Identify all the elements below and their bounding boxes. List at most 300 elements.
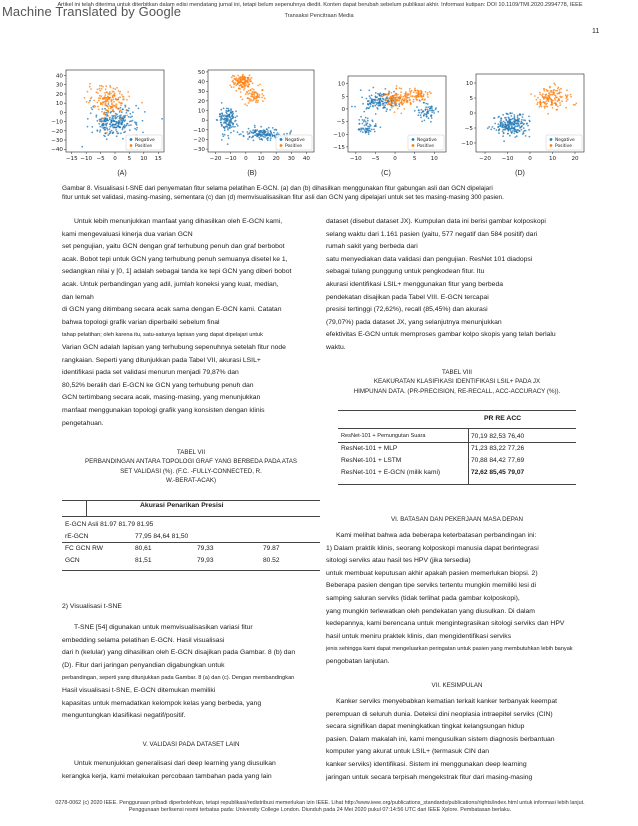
data-point-positive bbox=[240, 82, 242, 84]
x-tick-label: 10 bbox=[257, 156, 265, 162]
data-point-negative bbox=[216, 119, 218, 121]
data-point-positive bbox=[391, 92, 393, 94]
data-point-negative bbox=[503, 127, 505, 129]
data-point-positive bbox=[240, 96, 242, 98]
data-point-negative bbox=[132, 111, 134, 113]
table-cell: 70,19 82,53 76,40 bbox=[471, 432, 525, 440]
data-point-negative bbox=[110, 121, 112, 123]
x-tick-label: −10 bbox=[501, 156, 514, 162]
data-point-positive bbox=[540, 99, 542, 101]
text-line: kami mengevaluasi kinerja dua varian GCN bbox=[62, 230, 193, 238]
data-point-positive bbox=[112, 110, 114, 112]
text-line: manfaat menggunakan topologi grafik yang konsisten dengan klinis bbox=[62, 406, 265, 414]
text-line: tahap pelatihan; oleh karena itu, satu-satunya lapisan yang dapat dipelajari untuk bbox=[62, 332, 263, 339]
table-cell: ResNet-101 + MLP bbox=[341, 444, 398, 452]
data-point-negative bbox=[508, 124, 510, 126]
data-point-negative bbox=[517, 119, 519, 121]
data-point-positive bbox=[539, 92, 541, 94]
table-cell: E-GCN Asli 81.97 81.79 81.95 bbox=[65, 520, 154, 528]
y-tick-label: 10 bbox=[55, 101, 63, 108]
data-point-negative bbox=[99, 126, 101, 128]
table-row bbox=[62, 542, 283, 554]
data-point-negative bbox=[519, 113, 521, 115]
data-point-positive bbox=[555, 90, 557, 92]
data-point-negative bbox=[112, 124, 114, 126]
data-point-negative bbox=[227, 108, 229, 110]
data-point-negative bbox=[136, 122, 138, 124]
data-point-negative bbox=[232, 123, 234, 125]
table-row bbox=[338, 454, 527, 466]
data-point-negative bbox=[373, 103, 375, 105]
y-tick-label: −10 bbox=[461, 141, 473, 147]
data-point-negative bbox=[517, 115, 519, 117]
data-point-negative bbox=[386, 108, 388, 110]
data-point-positive bbox=[106, 109, 108, 111]
text-line: jenis sehingga kami dapat mengeluarkan peringatan untuk pasien yang membutuhkan lebih banyak bbox=[326, 646, 573, 653]
data-point-positive bbox=[102, 121, 104, 123]
data-point-negative bbox=[365, 117, 367, 119]
x-tick-label: 15 bbox=[154, 156, 162, 162]
data-point-negative bbox=[224, 134, 226, 136]
data-point-positive bbox=[239, 85, 241, 87]
table-cell: 72,62 85,45 79,07 bbox=[471, 468, 525, 476]
data-point-negative bbox=[368, 133, 370, 135]
data-point-negative bbox=[502, 135, 504, 137]
data-point-positive bbox=[388, 103, 390, 105]
data-point-negative bbox=[222, 133, 224, 135]
legend-label: Positive bbox=[417, 144, 434, 149]
data-point-positive bbox=[539, 106, 541, 108]
data-point-negative bbox=[423, 102, 425, 104]
data-point-negative bbox=[227, 129, 229, 131]
table7-header-rule bbox=[62, 516, 320, 517]
data-point-positive bbox=[235, 82, 237, 84]
table7-header: Akurasi Penarikan Presisi bbox=[140, 502, 224, 509]
data-point-positive bbox=[244, 85, 246, 87]
legend-marker bbox=[550, 138, 553, 141]
data-point-positive bbox=[416, 92, 418, 94]
data-point-positive bbox=[98, 109, 100, 111]
data-point-negative bbox=[221, 102, 223, 104]
data-point-negative bbox=[523, 127, 525, 129]
data-point-negative bbox=[431, 109, 433, 111]
table7-bottom-rule bbox=[62, 570, 320, 571]
data-point-negative bbox=[286, 133, 288, 135]
data-point-negative bbox=[517, 116, 519, 118]
data-point-negative bbox=[124, 131, 126, 133]
text-line: pendekatan disajikan pada Tabel VIII. E-GCN tercapai bbox=[326, 293, 489, 301]
data-point-positive bbox=[398, 100, 400, 102]
legend-marker bbox=[412, 138, 415, 141]
data-point-negative bbox=[512, 123, 514, 125]
data-point-positive bbox=[556, 93, 558, 95]
data-point-negative bbox=[496, 129, 498, 131]
data-point-negative bbox=[504, 117, 506, 119]
data-point-positive bbox=[111, 100, 113, 102]
data-point-positive bbox=[417, 99, 419, 101]
data-point-negative bbox=[234, 126, 236, 128]
table-cell: 79,93 bbox=[197, 556, 214, 564]
left-paragraph-1 bbox=[62, 216, 320, 430]
table8-row-rule bbox=[338, 442, 576, 443]
data-point-negative bbox=[269, 135, 271, 137]
text-line: selang waktu dari 1.161 pasien (yaitu, 577 negatif dan 584 positif) dari bbox=[326, 230, 538, 238]
data-point-negative bbox=[116, 113, 118, 115]
data-point-positive bbox=[89, 86, 91, 88]
data-point-negative bbox=[372, 106, 374, 108]
data-point-positive bbox=[106, 100, 108, 102]
data-point-positive bbox=[264, 97, 266, 99]
data-point-positive bbox=[243, 82, 245, 84]
data-point-positive bbox=[575, 103, 577, 105]
data-point-negative bbox=[418, 112, 420, 114]
data-point-positive bbox=[537, 97, 539, 99]
data-point-negative bbox=[371, 129, 373, 131]
data-point-negative bbox=[231, 126, 233, 128]
data-point-negative bbox=[230, 109, 232, 111]
data-point-negative bbox=[274, 135, 276, 137]
data-point-negative bbox=[228, 137, 230, 139]
data-point-positive bbox=[113, 88, 115, 90]
data-point-negative bbox=[498, 132, 500, 134]
data-point-positive bbox=[400, 88, 402, 90]
y-tick-label: −10 bbox=[51, 119, 63, 126]
data-point-negative bbox=[358, 129, 360, 131]
text-line: jaringan untuk secara terpisah mengekstrak fitur dari masing-masing bbox=[326, 773, 533, 781]
data-point-positive bbox=[384, 99, 386, 101]
data-point-positive bbox=[566, 96, 568, 98]
y-tick-label: 10 bbox=[197, 108, 205, 115]
data-point-negative bbox=[267, 130, 269, 132]
text-line: kerangka kerja, kami melakukan percobaan tambahan pada yang lain bbox=[62, 772, 272, 780]
data-point-positive bbox=[127, 91, 129, 93]
data-point-positive bbox=[427, 94, 429, 96]
data-point-positive bbox=[99, 88, 101, 90]
data-point-negative bbox=[274, 129, 276, 131]
x-tick-label: 30 bbox=[287, 156, 295, 162]
data-point-negative bbox=[381, 101, 383, 103]
data-point-negative bbox=[519, 127, 521, 129]
legend-marker bbox=[280, 144, 283, 147]
data-point-positive bbox=[398, 96, 400, 98]
data-point-negative bbox=[235, 110, 237, 112]
x-tick-label: 5 bbox=[127, 156, 132, 162]
y-tick-label: 0 bbox=[59, 110, 63, 117]
data-point-negative bbox=[225, 126, 227, 128]
data-point-negative bbox=[222, 135, 224, 137]
data-point-negative bbox=[110, 111, 112, 113]
data-point-positive bbox=[556, 90, 558, 92]
x-tick-label: 10 bbox=[548, 156, 557, 162]
data-point-positive bbox=[257, 101, 259, 103]
data-point-negative bbox=[368, 131, 370, 133]
scatter-points bbox=[351, 85, 439, 135]
data-point-negative bbox=[237, 125, 239, 127]
subsection-title: 2) Visualisasi t-SNE bbox=[62, 603, 122, 610]
data-point-negative bbox=[260, 131, 262, 133]
data-point-negative bbox=[529, 120, 531, 122]
data-point-positive bbox=[241, 79, 243, 81]
x-tick-label: −5 bbox=[96, 156, 105, 162]
data-point-negative bbox=[144, 111, 146, 113]
table-title-line: PERBANDINGAN ANTARA TOPOLOGI GRAF YANG BERBEDA PADA ATAS bbox=[85, 458, 297, 466]
data-point-negative bbox=[427, 103, 429, 105]
data-point-negative bbox=[368, 129, 370, 131]
x-tick-label: 0 bbox=[113, 156, 117, 162]
text-line: dari h (kelular) yang dihasilkan oleh E-GCN disajikan pada Gambar. 8 (b) dan bbox=[62, 649, 296, 657]
text-line: yang mungkin terlewatkan oleh pendekatan yang diusulkan. Di dalam bbox=[326, 607, 535, 615]
data-point-negative bbox=[528, 116, 530, 118]
data-point-negative bbox=[433, 110, 435, 112]
data-point-positive bbox=[232, 80, 234, 82]
data-point-positive bbox=[99, 97, 101, 99]
data-point-positive bbox=[418, 95, 420, 97]
data-point-negative bbox=[276, 129, 278, 131]
data-point-negative bbox=[437, 111, 439, 113]
data-point-positive bbox=[262, 100, 264, 102]
data-point-negative bbox=[429, 110, 431, 112]
legend-marker bbox=[280, 138, 283, 141]
legend-marker bbox=[130, 144, 133, 147]
data-point-negative bbox=[114, 124, 116, 126]
x-tick-label: 0 bbox=[393, 156, 397, 162]
data-point-negative bbox=[377, 108, 379, 110]
data-point-positive bbox=[387, 94, 389, 96]
data-point-negative bbox=[424, 109, 426, 111]
data-point-positive bbox=[251, 88, 253, 90]
legend-label: Positive bbox=[135, 144, 152, 149]
data-point-negative bbox=[95, 116, 97, 118]
data-point-positive bbox=[423, 94, 425, 96]
data-point-positive bbox=[244, 77, 246, 79]
data-point-positive bbox=[242, 74, 244, 76]
data-point-positive bbox=[541, 106, 543, 108]
data-point-negative bbox=[388, 99, 390, 101]
x-tick-label: −10 bbox=[80, 156, 93, 162]
y-tick-label: −20 bbox=[193, 137, 205, 144]
data-point-negative bbox=[99, 129, 101, 131]
data-point-negative bbox=[251, 137, 253, 139]
x-tick-label: 10 bbox=[430, 156, 438, 162]
data-point-positive bbox=[91, 97, 93, 99]
text-line: Untuk lebih menunjukkan manfaat yang dihasilkan oleh E-GCN kami, bbox=[74, 218, 283, 225]
data-point-negative bbox=[115, 115, 117, 117]
data-point-negative bbox=[517, 129, 519, 131]
table8 bbox=[338, 430, 527, 478]
data-point-positive bbox=[389, 100, 391, 102]
data-point-positive bbox=[106, 104, 108, 106]
data-point-negative bbox=[525, 135, 527, 137]
data-point-negative bbox=[521, 125, 523, 127]
data-point-positive bbox=[565, 107, 567, 109]
data-point-positive bbox=[400, 94, 402, 96]
data-point-positive bbox=[111, 102, 113, 104]
data-point-positive bbox=[251, 77, 253, 79]
data-point-positive bbox=[401, 99, 403, 101]
table-cell: FC GCN RW bbox=[65, 544, 103, 552]
table7-top-rule bbox=[62, 500, 320, 501]
data-point-negative bbox=[420, 117, 422, 119]
x-tick-label: 20 bbox=[571, 156, 579, 162]
data-point-positive bbox=[559, 104, 561, 106]
data-point-positive bbox=[548, 100, 550, 102]
y-tick-label: −40 bbox=[51, 147, 63, 154]
panel-label-d: (D) bbox=[515, 170, 525, 177]
data-point-negative bbox=[522, 114, 524, 116]
data-point-negative bbox=[142, 120, 144, 122]
data-point-positive bbox=[546, 103, 548, 105]
data-point-positive bbox=[246, 105, 248, 107]
data-point-negative bbox=[427, 112, 429, 114]
data-point-positive bbox=[233, 86, 235, 88]
data-point-negative bbox=[90, 112, 92, 114]
data-point-negative bbox=[508, 117, 510, 119]
data-point-negative bbox=[257, 135, 259, 137]
y-tick-label: −15 bbox=[333, 144, 345, 151]
legend-label: Negative bbox=[135, 138, 155, 143]
data-point-negative bbox=[379, 102, 381, 104]
data-point-negative bbox=[509, 112, 511, 114]
footer-line: Penggunaan berlisensi resmi terbatas pada: University College London. Diunduh pada 24 Mei 2020 pukul 07:14:56 UTC dari IEEE Xplore. Pembatasan berlaku. bbox=[128, 807, 512, 814]
legend-marker bbox=[130, 138, 133, 141]
data-point-positive bbox=[90, 107, 92, 109]
data-point-positive bbox=[389, 98, 391, 100]
data-point-negative bbox=[428, 117, 430, 119]
text-line: 80,52% beralih dari E-GCN ke GCN yang terhubung penuh dan bbox=[62, 381, 254, 389]
data-point-positive bbox=[394, 111, 396, 113]
data-point-negative bbox=[249, 136, 251, 138]
data-point-negative bbox=[503, 121, 505, 123]
data-point-negative bbox=[362, 123, 364, 125]
text-line: acak. Bobot tepi untuk GCN yang terhubung penuh semuanya disetel ke 1, bbox=[62, 255, 288, 263]
data-point-positive bbox=[537, 102, 539, 104]
data-point-positive bbox=[257, 85, 259, 87]
data-point-negative bbox=[494, 123, 496, 125]
data-point-negative bbox=[117, 133, 119, 135]
data-point-negative bbox=[247, 138, 249, 140]
data-point-positive bbox=[113, 101, 115, 103]
data-point-positive bbox=[396, 105, 398, 107]
data-point-positive bbox=[410, 95, 412, 97]
data-point-negative bbox=[431, 117, 433, 119]
data-point-negative bbox=[254, 132, 256, 134]
data-point-positive bbox=[536, 99, 538, 101]
table-row bbox=[338, 430, 527, 442]
data-point-positive bbox=[552, 93, 554, 95]
data-point-negative bbox=[502, 114, 504, 116]
right-paragraph-2 bbox=[326, 530, 588, 669]
data-point-negative bbox=[96, 129, 98, 131]
data-point-negative bbox=[264, 130, 266, 132]
table8-top-rule bbox=[338, 410, 576, 411]
data-point-positive bbox=[573, 104, 575, 106]
data-point-negative bbox=[121, 121, 123, 123]
data-point-negative bbox=[108, 103, 110, 105]
data-point-positive bbox=[399, 87, 401, 89]
data-point-negative bbox=[499, 121, 501, 123]
data-point-positive bbox=[255, 91, 257, 93]
data-point-negative bbox=[527, 125, 529, 127]
y-tick-label: −10 bbox=[193, 127, 205, 134]
data-point-negative bbox=[500, 119, 502, 121]
y-tick-label: 0 bbox=[469, 111, 473, 117]
data-point-negative bbox=[224, 128, 226, 130]
data-point-positive bbox=[559, 89, 561, 91]
data-point-positive bbox=[257, 100, 259, 102]
data-point-negative bbox=[257, 133, 259, 135]
data-point-positive bbox=[93, 107, 95, 109]
data-point-positive bbox=[395, 97, 397, 99]
data-point-negative bbox=[420, 109, 422, 111]
data-point-positive bbox=[249, 89, 251, 91]
data-point-positive bbox=[427, 96, 429, 98]
data-point-negative bbox=[500, 117, 502, 119]
data-point-positive bbox=[102, 86, 104, 88]
data-point-negative bbox=[503, 124, 505, 126]
data-point-positive bbox=[556, 109, 558, 111]
data-point-negative bbox=[261, 139, 263, 141]
data-point-positive bbox=[407, 100, 409, 102]
data-point-negative bbox=[523, 131, 525, 133]
data-point-negative bbox=[506, 125, 508, 127]
text-line: identifikasi pada set validasi menurun menjadi 79,87% dan bbox=[62, 369, 239, 377]
data-point-negative bbox=[374, 99, 376, 101]
data-point-positive bbox=[106, 132, 108, 134]
data-point-positive bbox=[543, 88, 545, 90]
right-paragraph-3 bbox=[326, 696, 588, 784]
data-point-positive bbox=[536, 103, 538, 105]
data-point-negative bbox=[375, 123, 377, 125]
data-point-negative bbox=[219, 113, 221, 115]
y-tick-label: 50 bbox=[197, 69, 205, 76]
data-point-negative bbox=[98, 123, 100, 125]
data-point-positive bbox=[94, 105, 96, 107]
data-point-positive bbox=[119, 110, 121, 112]
text-line: Varian GCN adalah lapisan yang terhubung sepenuhnya setelah fitur node bbox=[62, 343, 286, 351]
data-point-positive bbox=[246, 77, 248, 79]
text-line: Kanker serviks menyebabkan kematian terkait kanker terbanyak keempat bbox=[336, 698, 558, 705]
data-point-negative bbox=[498, 123, 500, 125]
data-point-negative bbox=[365, 131, 367, 133]
data-point-negative bbox=[386, 102, 388, 104]
data-point-negative bbox=[243, 135, 245, 137]
data-point-negative bbox=[130, 120, 132, 122]
data-point-positive bbox=[245, 93, 247, 95]
data-point-positive bbox=[416, 90, 418, 92]
plot-a-svg bbox=[40, 64, 172, 166]
text-line: sebagai tulang punggung untuk pengkodean fitur. Itu bbox=[326, 268, 485, 276]
data-point-positive bbox=[261, 97, 263, 99]
data-point-positive bbox=[400, 91, 402, 93]
data-point-positive bbox=[382, 96, 384, 98]
data-point-negative bbox=[264, 132, 266, 134]
data-point-positive bbox=[557, 100, 559, 102]
data-point-negative bbox=[493, 117, 495, 119]
plot-d-svg bbox=[452, 64, 588, 166]
journal-name: Transaksi Pencitraan Media bbox=[284, 13, 354, 19]
data-point-positive bbox=[96, 91, 98, 93]
data-point-negative bbox=[229, 124, 231, 126]
data-point-positive bbox=[128, 96, 130, 98]
data-point-positive bbox=[109, 97, 111, 99]
data-point-positive bbox=[100, 102, 102, 104]
data-point-negative bbox=[358, 119, 360, 121]
data-point-positive bbox=[101, 85, 103, 87]
text-line: komputer yang akurat untuk LSIL+ (termasuk CIN dan bbox=[326, 748, 490, 756]
data-point-negative bbox=[399, 105, 401, 107]
data-point-positive bbox=[97, 102, 99, 104]
data-point-positive bbox=[396, 85, 398, 87]
